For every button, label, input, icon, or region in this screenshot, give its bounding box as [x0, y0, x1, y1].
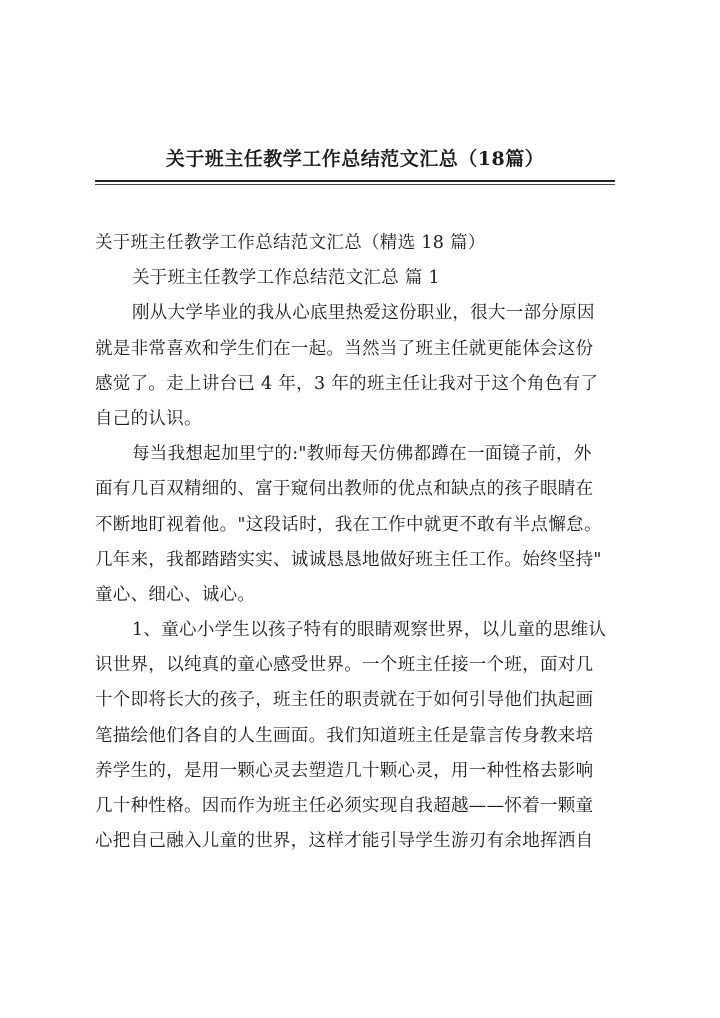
title-underline-thin: [95, 184, 615, 185]
title-underline: [95, 180, 615, 182]
paragraph-line: 养学生的，是用一颗心灵去塑造几十颗心灵，用一种性格去影响: [95, 760, 594, 781]
paragraph-line: 识世界，以纯真的童心感受世界。一个班主任接一个班，面对几: [95, 655, 594, 676]
paragraph-line: 关于班主任教学工作总结范文汇总（精选 18 篇）: [95, 233, 486, 253]
paragraph-line: 自己的认识。: [95, 408, 202, 429]
paragraph-line: 就是非常喜欢和学生们在一起。当然当了班主任就更能体会这份: [95, 338, 594, 359]
paragraph-line: 关于班主任教学工作总结范文汇总 篇 1: [132, 268, 440, 289]
paragraph-line: 笔描绘他们各自的人生画面。我们知道班主任是靠言传身教来培: [95, 725, 594, 746]
paragraph-line: 刚从大学毕业的我从心底里热爱这份职业，很大一部分原因: [132, 303, 595, 324]
document-body: [95, 226, 625, 859]
paragraph-line: 不断地盯视着他。"这段话时，我在工作中就更不敢有半点懈怠。: [95, 514, 602, 535]
paragraph-line: 童心、细心、诚心。: [95, 584, 256, 605]
paragraph-line: 十个即将长大的孩子，班主任的职责就在于如何引导他们执起画: [95, 690, 594, 711]
paragraph-line: 面有几百双精细的、富于窥伺出教师的优点和缺点的孩子眼睛在: [95, 479, 594, 500]
paragraph-line: 心把自己融入儿童的世界，这样才能引导学生游刃有余地挥洒自: [95, 831, 594, 852]
document-title: 关于班主任教学工作总结范文汇总（18篇）: [165, 148, 545, 170]
paragraph-line: 每当我想起加里宁的:"教师每天仿佛都蹲在一面镜子前，外: [132, 444, 592, 465]
paragraph-line: 几十种性格。因而作为班主任必须实现自我超越——怀着一颗童: [95, 796, 594, 816]
paragraph-line: 感觉了。走上讲台已 4 年，3 年的班主任让我对于这个角色有了: [95, 373, 599, 394]
paragraph-line: 几年来，我都踏踏实实、诚诚恳恳地做好班主任工作。始终坚持": [95, 549, 602, 570]
paragraph-line: 1、童心小学生以孩子特有的眼睛观察世界，以儿童的思维认: [132, 620, 607, 641]
